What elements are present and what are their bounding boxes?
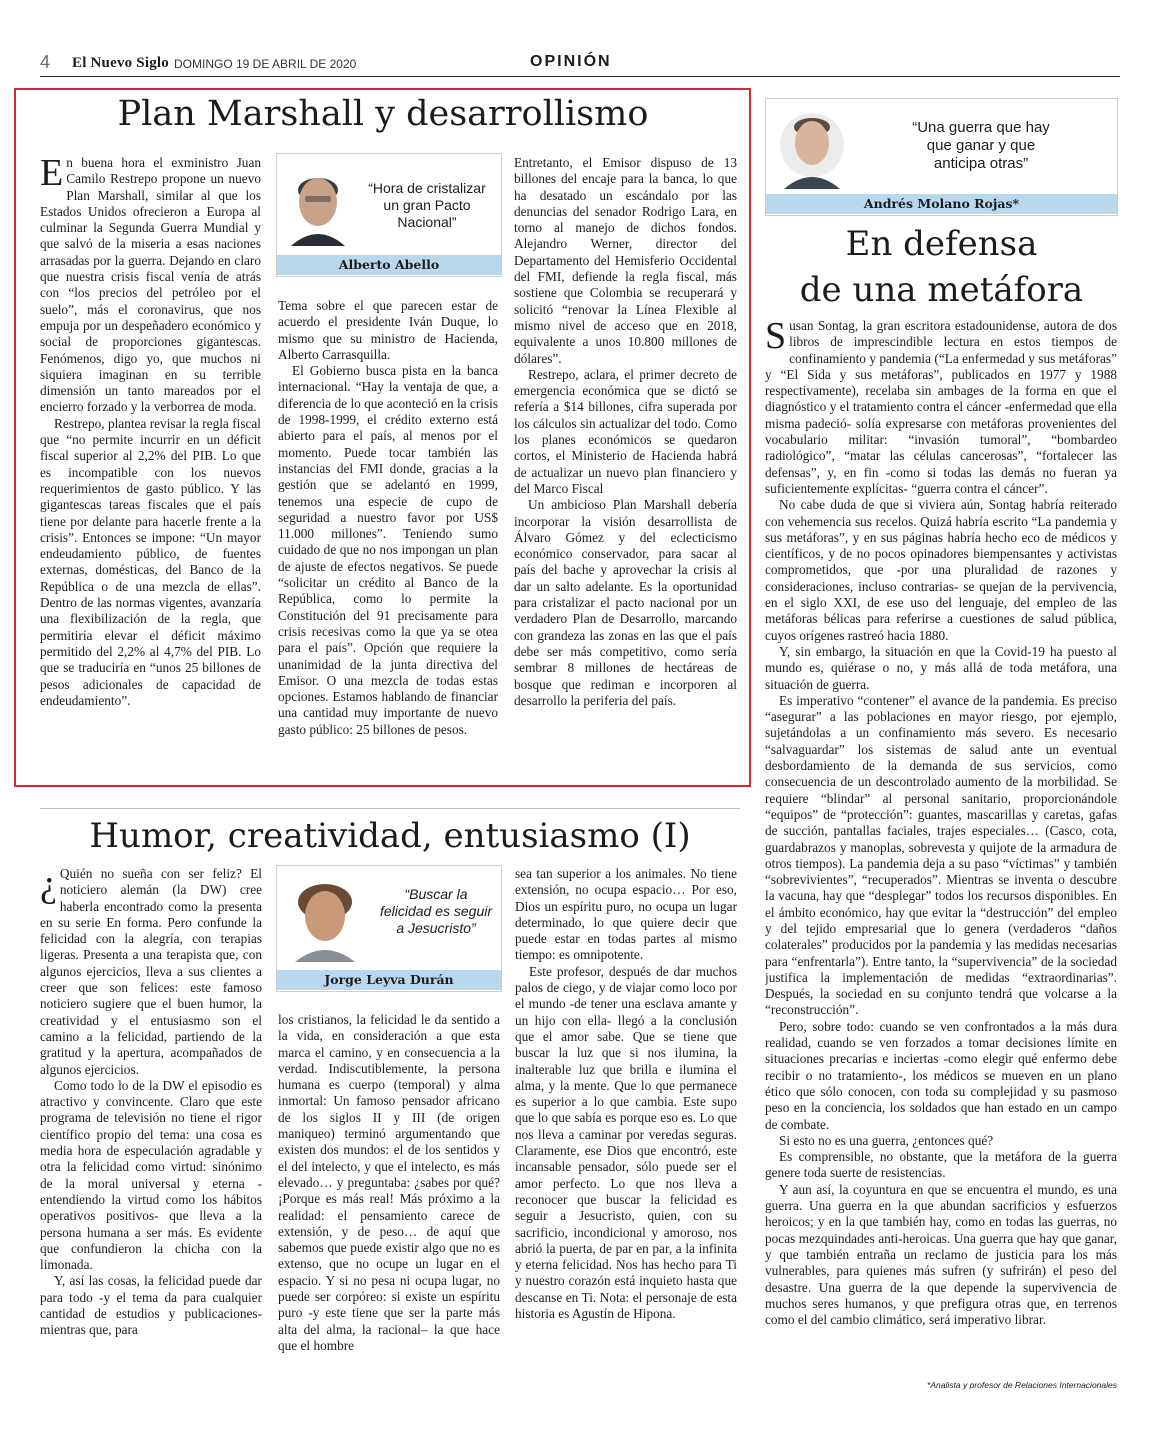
paragraph: Y, sin embargo, la situación en que la Covid-19 ha puesto al mundo es, quiérase o no, y más allá de toda metáfora, una situación de guerra. xyxy=(765,643,1117,692)
header-rule xyxy=(40,76,1120,77)
paragraph: Es comprensible, no obstante, que la metáfora de la guerra genere toda suerte de resistencias. xyxy=(765,1149,1117,1181)
paragraph: El Gobierno busca pista en la banca internacional. “Hay la ventaja de que, a diferencia de lo que aconteció en la crisis de 1998-1999, el crédito externo está abierto para el país, al menos por el momento. Puede tocar también las instancias del FMI donde, gracias a la gestión que se adelantó en 1999, tenemos una especie de cupo de seguridad a nuestro favor por US$ 11.000 millones”. Teniendo sumo cuidado de que no nos impongan un plan de ajuste de efectos negativos. Se puede “solicitar un crédito al Banco de la República, como lo permite la Constitución del 91 precisamente para crisis recesivas como la que ya se otea para el país”. Opción que requiere la unanimidad de la junta directiva del Emisor. O una mezcla de todas estas opciones. Estamos hablando de financiar una cantidad muy importante de nuevo gasto público: 25 billones de pesos. xyxy=(278,363,498,737)
author-box-1 xyxy=(276,153,502,277)
paragraph: Un ambicioso Plan Marshall debería incorporar la visión desarrollista de Álvaro Gómez y del eclecticismo económico conservador, para sacar al país del bache y aprovechar la crisis al dar un salto adelante. Es la oportunidad para cristalizar el pacto nacional por un verdadero Plan de Desarrollo, marcando con grandeza las zonas en las que el país debe ser más competitivo, como sería sembrar 8 millones de hectáreas de bosque que rediman e incorporen al desarrollo la periferia del país. xyxy=(514,497,737,708)
author-box-3 xyxy=(276,865,502,992)
author-byline: Jorge Leyva Durán xyxy=(277,970,501,990)
drop-cap: ¿ xyxy=(40,866,57,905)
paragraph: Entretanto, el Emisor dispuso de 13 billones del encaje para la banca, lo que ha desatado un escándalo por las denuncias del senador Rodrigo Lara, en torno al manejo de dichos fondos. Alejandro Werner, director del Departamento del Hemisferio Occidental del FMI, defiende la regla fiscal, más sostiene que Colombia se recuperará y solicitó “renovar la Línea Flexible al mismo nivel de acceso que en 2018, equivalente a unos 10.800 millones de dólares”. xyxy=(514,155,737,366)
article-3-column-1 xyxy=(40,866,262,1391)
paragraph: sea tan superior a los animales. No tiene extensión, no ocupa espacio… Por eso, Dios un espíritu puro, no ocupa un lugar determinado, lo que quiere decir que puede estar en todas partes al mismo tiempo: es omnipotente. xyxy=(515,866,737,963)
pull-quote: “Buscar la felicidad es seguir a Jesucristo” xyxy=(379,886,493,936)
publication-date: DOMINGO 19 DE ABRIL DE 2020 xyxy=(174,57,357,71)
pull-quote: “Una guerra que hay que ganar y que anticipa otras” xyxy=(912,119,1050,172)
section-name: OPINIÓN xyxy=(530,53,612,70)
section-divider xyxy=(40,808,740,809)
pull-quote: “Hora de cristalizar un gran Pacto Nacional” xyxy=(368,180,486,230)
paragraph: Restrepo, plantea revisar la regla fiscal que “no permite incurrir en un déficit fiscal superior al 2,2% del PIB. Lo que es incompatible con los nuevos requerimientos de gasto público. Y las gigantescas tareas fiscales que el país tiene por delante para hacerle frente a la crisis”. Entonces se impone: “Un mayor endeudamiento público, de fuentes externas, domésticas, del Banco de la República o de una mezcla de ellas”. Dentro de las normas vigentes, avanzaría una flexibilización de la regla, que permitiría elevar el déficit máximo permitido del 2,2% al 4,7% del PIB. Lo que se traduciría en “unos 25 billones de pesos adicionales de capacidad de endeudamiento”. xyxy=(40,415,261,708)
paragraph: Quién no sueña con ser feliz? El noticiero alemán (la DW) cree haberla encontrado como la presenta en su serie En forma. Pero confunde la felicidad con la alegría, con terapias ligeras. Presenta a una terapista que, con algunos ejercicios, lleva a sus clientes a creer que son felices: este famoso noticiero sugiere que el buen humor, la creatividad y el entusiasmo son el camino a la felicidad, partiendo de la gratitud y la apertura, acompañados de algunos ejercicios. xyxy=(40,866,262,1077)
article-1-column-2 xyxy=(278,298,498,775)
article-2-title-line-2: de una metáfora xyxy=(799,270,1084,310)
paragraph: los cristianos, la felicidad le da sentido a la vida, en consideración a que esta marca el camino, y en consecuencia a la verdad. Indiscutiblemente, la persona humana es cuerpo (temporal) y alma inmortal: Un famoso pensador africano de los siglos II y III (de origen maniqueo) terminó argumentando que existen dos mundos: el de los sentidos y el del intelecto, y que el intelecto, es más elevado… y preguntaba: ¿sabes por qué? ¡Porque es más real! Más próximo a la realidad: el pensamiento carece de extensión, y de peso… de aquí que sabemos que puede existir algo que no es extenso, que no ocupe un lugar en el espacio. Y si no pesa ni ocupa lugar, no puede ser corpóreo: si existe un espíritu puro -y este tiene que ser la parte más alta del alma, la racional– la que hace que el hombre xyxy=(278,1012,500,1353)
article-3-column-2 xyxy=(278,1012,500,1392)
drop-cap: E xyxy=(40,155,64,194)
author-box-2 xyxy=(765,98,1118,216)
article-1-column-3 xyxy=(514,155,737,775)
paragraph: Y aun así, la coyuntura en que se encuentra el mundo, es una guerra. Una guerra en la que abundan sacrificios y esfuerzos heroicos; y en la que también hay, como en todas las guerras, no pocas mezquindades anti-heroicas. Una guerra que hay que ganar, y que también entraña un reclamo de justicia para los más vulnerables, para quienes más sufren (y sufrirán) el peso del desastre. Una guerra de la que depende la supervivencia de muchos seres humanos, y que prefigura otras que, en terrenos como el del cambio climático, será imperativo librar. xyxy=(765,1181,1117,1328)
paragraph: Es imperativo “contener” el avance de la pandemia. Es preciso “asegurar” a las poblaciones en mayor riesgo, por ejemplo, sujetándolas a un confinamiento más severo. Es necesario “salvaguardar” los sistemas de salud ante un eventual desbordamiento de la demanda de sus servicios, como consecuencia de un descontrolado aumento de la morbilidad. Se requiere “blindar” al personal sanitario, proporcionándole “equipos” de “protección”: guantes, mascarillas y caretas, gafas de succión, pantallas faciales, trajes especiales… (Casco, cota, guardabrazos y manoplas, sobrevesta y quijote de la armadura de otros tiempos). La pandemia deja a su paso “víctimas” y también “sobrevivientes”, “recuperados”. Mientras se inventa o descubre la vacuna, hay que “desplegar” todos los recursos disponibles. En el ámbito económico, hay que evitar la “destrucción” del empleo y del tejido empresarial que lo genera (verdaderos “daños colaterales” producidos por la pandemia y las medidas necesarias para “enfrentarla”). Entre tanto, la “supervivencia” de la sociedad justifica la implementación de medidas “extraordinarias”. Después, la sociedad en su conjunto tendrá que volcarse a la “reconstrucción”. xyxy=(765,692,1117,1018)
newspaper-name: El Nuevo Siglo xyxy=(72,55,169,71)
paragraph: No cabe duda de que si viviera aún, Sontag habría reiterado con vehemencia sus recelos. Quizá habría escrito “La pandemia y sus metáforas”, y en sus páginas habría hecho eco de médicos y científicos, y de no pocos opinadores biempensantes y activistas comprometidos, que -por una pluralidad de razones y consideraciones, incluso contrarias- se quejan de la pervivencia, en el siglo XXI, de ese uso del lenguaje, del empleo de las metáforas bélicas para referirse a cuestiones de salud pública, cuyos orígenes rastreó hacia 1880. xyxy=(765,497,1117,643)
author-footnote: *Analista y profesor de Relaciones Internacionales xyxy=(927,1380,1117,1390)
paragraph: n buena hora el exministro Juan Camilo Restrepo propone un nuevo Plan Marshall, similar al que los Estados Unidos ofrecieron a Europa al culminar la Segunda Guerra Mundial y que salvó de la miseria a esas naciones arrasadas por la guerra. Dejando en claro que nuestra crisis fiscal venía de atrás con “los precios del petróleo por el suelo”, más el coronavirus, que nos empuja por un despeñadero económico y social de proporciones gigantescas. Fenómenos, digo yo, que muchos ni siquiera imaginan en su terrible dimensión un tanto mareados por el encierro forzado y la verborrea de moda. xyxy=(40,155,261,415)
paragraph: Tema sobre el que parecen estar de acuerdo el presidente Iván Duque, lo mismo que su ministro de Hacienda, Alberto Carrasquilla. xyxy=(278,298,498,362)
author-photo xyxy=(285,874,365,962)
article-3-column-3 xyxy=(515,866,737,1391)
article-1-title: Plan Marshall y desarrollismo xyxy=(117,94,649,134)
article-3-title: Humor, creatividad, entusiasmo (I) xyxy=(89,816,691,856)
page-number: 4 xyxy=(40,52,51,72)
paragraph: usan Sontag, la gran escritora estadounidense, autora de dos libros de imprescindible lectura en estos tiempos de confinamiento y pandemia (“La enfermedad y sus metáforas” y “El Sida y sus metáforas”, publicados en 1977 y 1988 respectivamente), recelaba sin ambages de la forma en que el diagnóstico y el tratamiento contra el cáncer -enfermedad que ella misma padeció- solía expresarse con metáforas provenientes del vocabulario militar: “invasión tumoral”, “bombardeo radiológico”, “matar las células cancerosas”, “fortalecer las defensas”, y, en fin -como si todas las demás no fueran ya suficientemente explícitas- “guerra contra el cáncer”. xyxy=(765,318,1117,496)
author-byline: Alberto Abello xyxy=(277,255,501,275)
article-2-body xyxy=(765,318,1117,1378)
article-2-title-line-1: En defensa xyxy=(845,224,1038,264)
paragraph: Como todo lo de la DW el episodio es atractivo y convincente. Claro que este programa de televisión no tiene el rigor científico propio del tema: una cosa es media hora de especulación agradable y otra la felicidad como virtud: sinónimo de la moral universal y eterna -entendiendo la virtud como los hábitos operativos positivos- que lleva a la persona humana a ser más. Es evidente que confundieron la chicha con la limonada. xyxy=(40,1077,262,1273)
author-photo xyxy=(283,160,353,246)
drop-cap: S xyxy=(765,318,787,357)
paragraph: Restrepo, aclara, el primer decreto de emergencia económica que se dictó se refería a $14 billones, cifra superada por los cálculos sin actualizar del todo. Como los planes económicos se quedaron cortos, el Ministerio de Hacienda habrá de actualizar un nuevo plan financiero y del Marco Fiscal xyxy=(514,366,737,496)
paragraph: Y, así las cosas, la felicidad puede dar para todo -y el tema da para cualquier cantidad de estudios y publicaciones- mientras que, para xyxy=(40,1273,262,1338)
article-1-column-1 xyxy=(40,155,261,775)
paragraph: Pero, sobre todo: cuando se ven confrontados a la más dura realidad, cuando se ven forzados a tomar decisiones límite en situaciones precarias e inciertas -como elegir qué enfermo debe recibir o no tratamiento-, los médicos se mueven en un plano ético que sólo conocen, con toda su complejidad y su pasmoso peso en la conciencia, los soldados que han estado en un campo de combate. xyxy=(765,1018,1117,1132)
author-photo xyxy=(778,107,846,189)
paragraph: Este profesor, después de dar muchos palos de ciego, y de viajar como loco por el mundo -de tener una esclava amante y un hijo con ella- llegó a la conclusión que el amor sabe. Que se tiene que buscar la luz que si nos ilumina, la inalterable luz que brilla e ilumina el alma, y la mente. Que lo que permanece es superior a lo que cambia. Este supo que lo que sabía es porque eso es. Lo que nos lleva a caminar por veredas seguras. Claramente, ese Dios que encontró, este incansable pensador, sólo puede ser el amor perfecto. Lo que nos lleva a reconocer que buscar la felicidad es seguir a Jesucristo, quien, con su sacrificio, incondicional y amoroso, nos abrió la puerta, de par en par, a la infinita y eterna felicidad. Nos has hecho para Ti y nuestro corazón está inquieto hasta que descanse en Ti. Nota: el personaje de esta historia es Agustín de Hipona. xyxy=(515,963,737,1322)
author-byline: Andrés Molano Rojas* xyxy=(766,194,1117,214)
paragraph: Si esto no es una guerra, ¿entonces qué? xyxy=(779,1132,994,1148)
